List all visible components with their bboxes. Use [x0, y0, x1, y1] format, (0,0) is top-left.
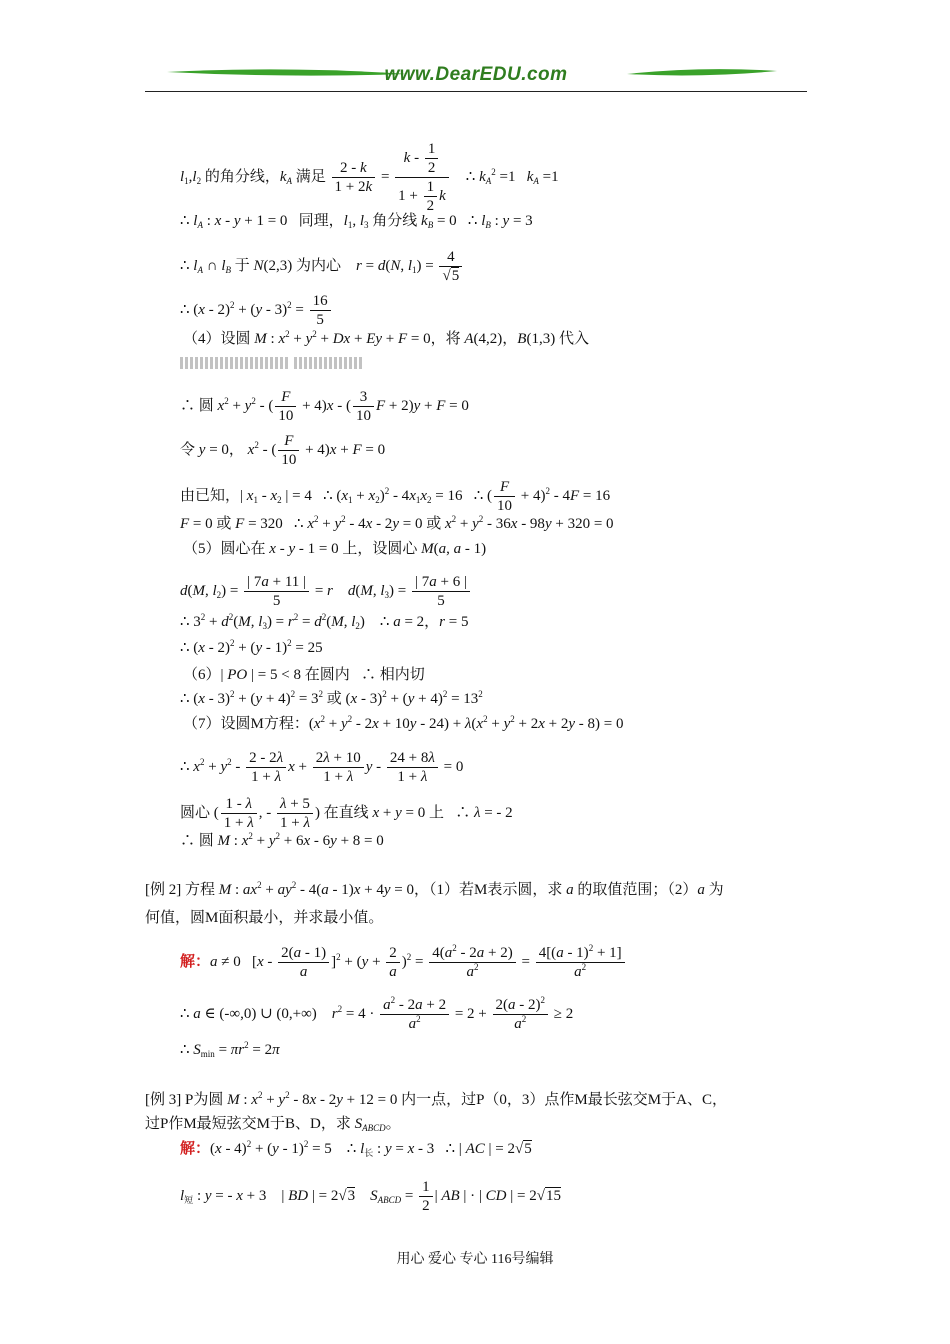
example-3-solution-1: 解：(x - 4)$^2$ + (y - 1)$^2$ = 5 ∴ $l_长$ : y = x - 3 ∴ | AC | = 2√5	[180, 1139, 532, 1158]
example-2-solution-3: ∴ $S_{min} = \pi r^2 = 2\pi$	[180, 1040, 280, 1059]
header-rule	[145, 91, 807, 92]
example-2-line-2: 何值，圆M面积最小，并求最小值。	[145, 910, 384, 926]
line-19: ∴ 圆 M : $x^2 + y^2 + 6x - 6y + 8 = 0$	[180, 831, 384, 849]
line-3: ∴ $l_A$ ∩ $l_B$ 于 N(2,3) 为内心 r = d(N, $l_1$) = $\frac{4}{√5}$	[180, 248, 464, 285]
line-17: ∴ $x^2 + y^2$ - $\frac{2 - 2\lambda}{1 + \lambda}$ x + $\frac{2\lambda + 10}{1 + \lambda}$ y - $\frac{24 + 8\lambda}{1 + \lambda}$ = 0	[180, 750, 464, 785]
page-footer: 用心 爱心 专心 116号编辑	[396, 1252, 554, 1267]
line-13: ∴ (x - 2)$^2$ + (y - 1)$^2$ = 25	[180, 638, 323, 656]
line-10: （5）圆心在 x - y - 1 = 0 上，设圆心 M(a, a - 1)	[183, 541, 487, 557]
example-3-line-1: [例 3] P为圆 M : $x^2 + y^2 - 8x - 2y + 12 = 0$ 内一点，过P（0，3）点作M最长弦交M于A、C，	[145, 1090, 727, 1108]
line-14: （6）| PO | = 5 < 8 在圆内 ∴ 相内切	[183, 667, 425, 683]
line-15: ∴ $(x - 3)^2 + (y + 4)^2 = 3^2$ 或 $(x - 3)^2 + (y + 4)^2 = 13^2$	[180, 689, 483, 707]
example-2-solution-1: 解：a ≠ 0 [x - $\frac{2(a - 1)}{a}$ ]$^2$ + (y + $\frac{2}{a}$ )$^2$ = $\frac{4(a^2 - 2a + 2)}{a^2}$ = $\frac{4[(a - 1)^2 + 1]}{a^2}$	[180, 944, 627, 981]
line-16: （7）设圆M方程：$(x^2 + y^2 - 2x + 10y - 24) + \lambda(x^2 + y^2 + 2x + 2y - 8) = 0$	[183, 714, 624, 732]
line-8: 由已知，| $x_1 - x_2$ | = 4 ∴ $(x_1 + x_2)^2 - 4x_1x_2 = 16$ ∴ ( $\frac{F}{10}$ + 4)$^2$ - 4F = 16	[180, 479, 611, 514]
line-18: 圆心 ( $\frac{1 - \lambda}{1 + \lambda}$ , - $\frac{\lambda + 5}{1 + \lambda}$ ) 在直线 x + y = 0 上 ∴ λ = - 2	[180, 796, 513, 831]
line-5: （4）设圆 M : $x^2 + y^2 + Dx + Ey + F = 0$，将 A(4,2)，B(1,3) 代入	[183, 329, 589, 347]
example-3-solution-2: $l_短$ : y = - x + 3 | BD | = 2√3 $S_{ABCD}$ = $\frac{1}{2}$ | AB | · | CD | = 2√15	[180, 1179, 561, 1214]
line-7: 令 y = 0， $x^2$ - ( $\frac{F}{10}$ + 4)x + F = 0	[180, 433, 386, 468]
line-1: $l_1,l_2$ 的角分线，$k_A$ 满足 $\frac{2 - k}{1 + 2k}$ = k - $\frac{1}{2}$ 1 + $\frac{1}{2}$ k ∴ $k_A^2 =1$ $k_A =1$	[180, 141, 559, 214]
line-2: ∴ $l_A$ : x - y + 1 = 0 同理，$l_1$, $l_3$ 角分线 $k_B = 0$ ∴ $l_B$ : y = 3	[180, 213, 533, 230]
example-2-solution-2: ∴ a ∈ (-∞,0) ∪ (0,+∞) $r^2 = 4$ · $\frac{a^2 - 2a + 2}{a^2}$ = 2 + $\frac{2(a - 2)^2}{a^2}$ ≥ 2	[180, 995, 574, 1032]
blurred-equation	[180, 352, 364, 372]
line-4: ∴ (x - 2)$^2$ + (y - 3)$^2$ = $\frac{16}{5}$	[180, 292, 333, 329]
line-6: ∴ 圆 $x^2 + y^2$ - ( $\frac{F}{10}$ + 4)x - ( $\frac{3}{10}$ F + 2)y + F = 0	[180, 389, 469, 424]
example-2-line-1: [例 2] 方程 M : $ax^2 + ay^2 - 4(a - 1)x + 4y = 0$，（1）若M表示圆，求 a 的取值范围；（2）a 为	[145, 880, 724, 898]
line-12: ∴ $3^2 + d^2(M$, $l_3) = r^2 = d^2(M$, $l_2$) ∴ a = 2，r = 5	[180, 612, 469, 631]
line-11: d(M, $l_2$) = $\frac{| 7a + 11 |}{5}$ = r d(M, $l_3$) = $\frac{| 7a + 6 |}{5}$	[180, 573, 472, 610]
page-header	[145, 62, 807, 92]
example-3-line-2: 过P作M最短弦交M于B、D，求 $S_{ABCD}$。	[145, 1116, 401, 1133]
site-logo: www.DearEDU.com	[384, 64, 568, 85]
line-9: F = 0 或 F = 320 ∴ $x^2 + y^2 - 4x - 2y = 0$ 或 $x^2 + y^2 - 36x - 98y + 320 = 0$	[180, 514, 614, 532]
